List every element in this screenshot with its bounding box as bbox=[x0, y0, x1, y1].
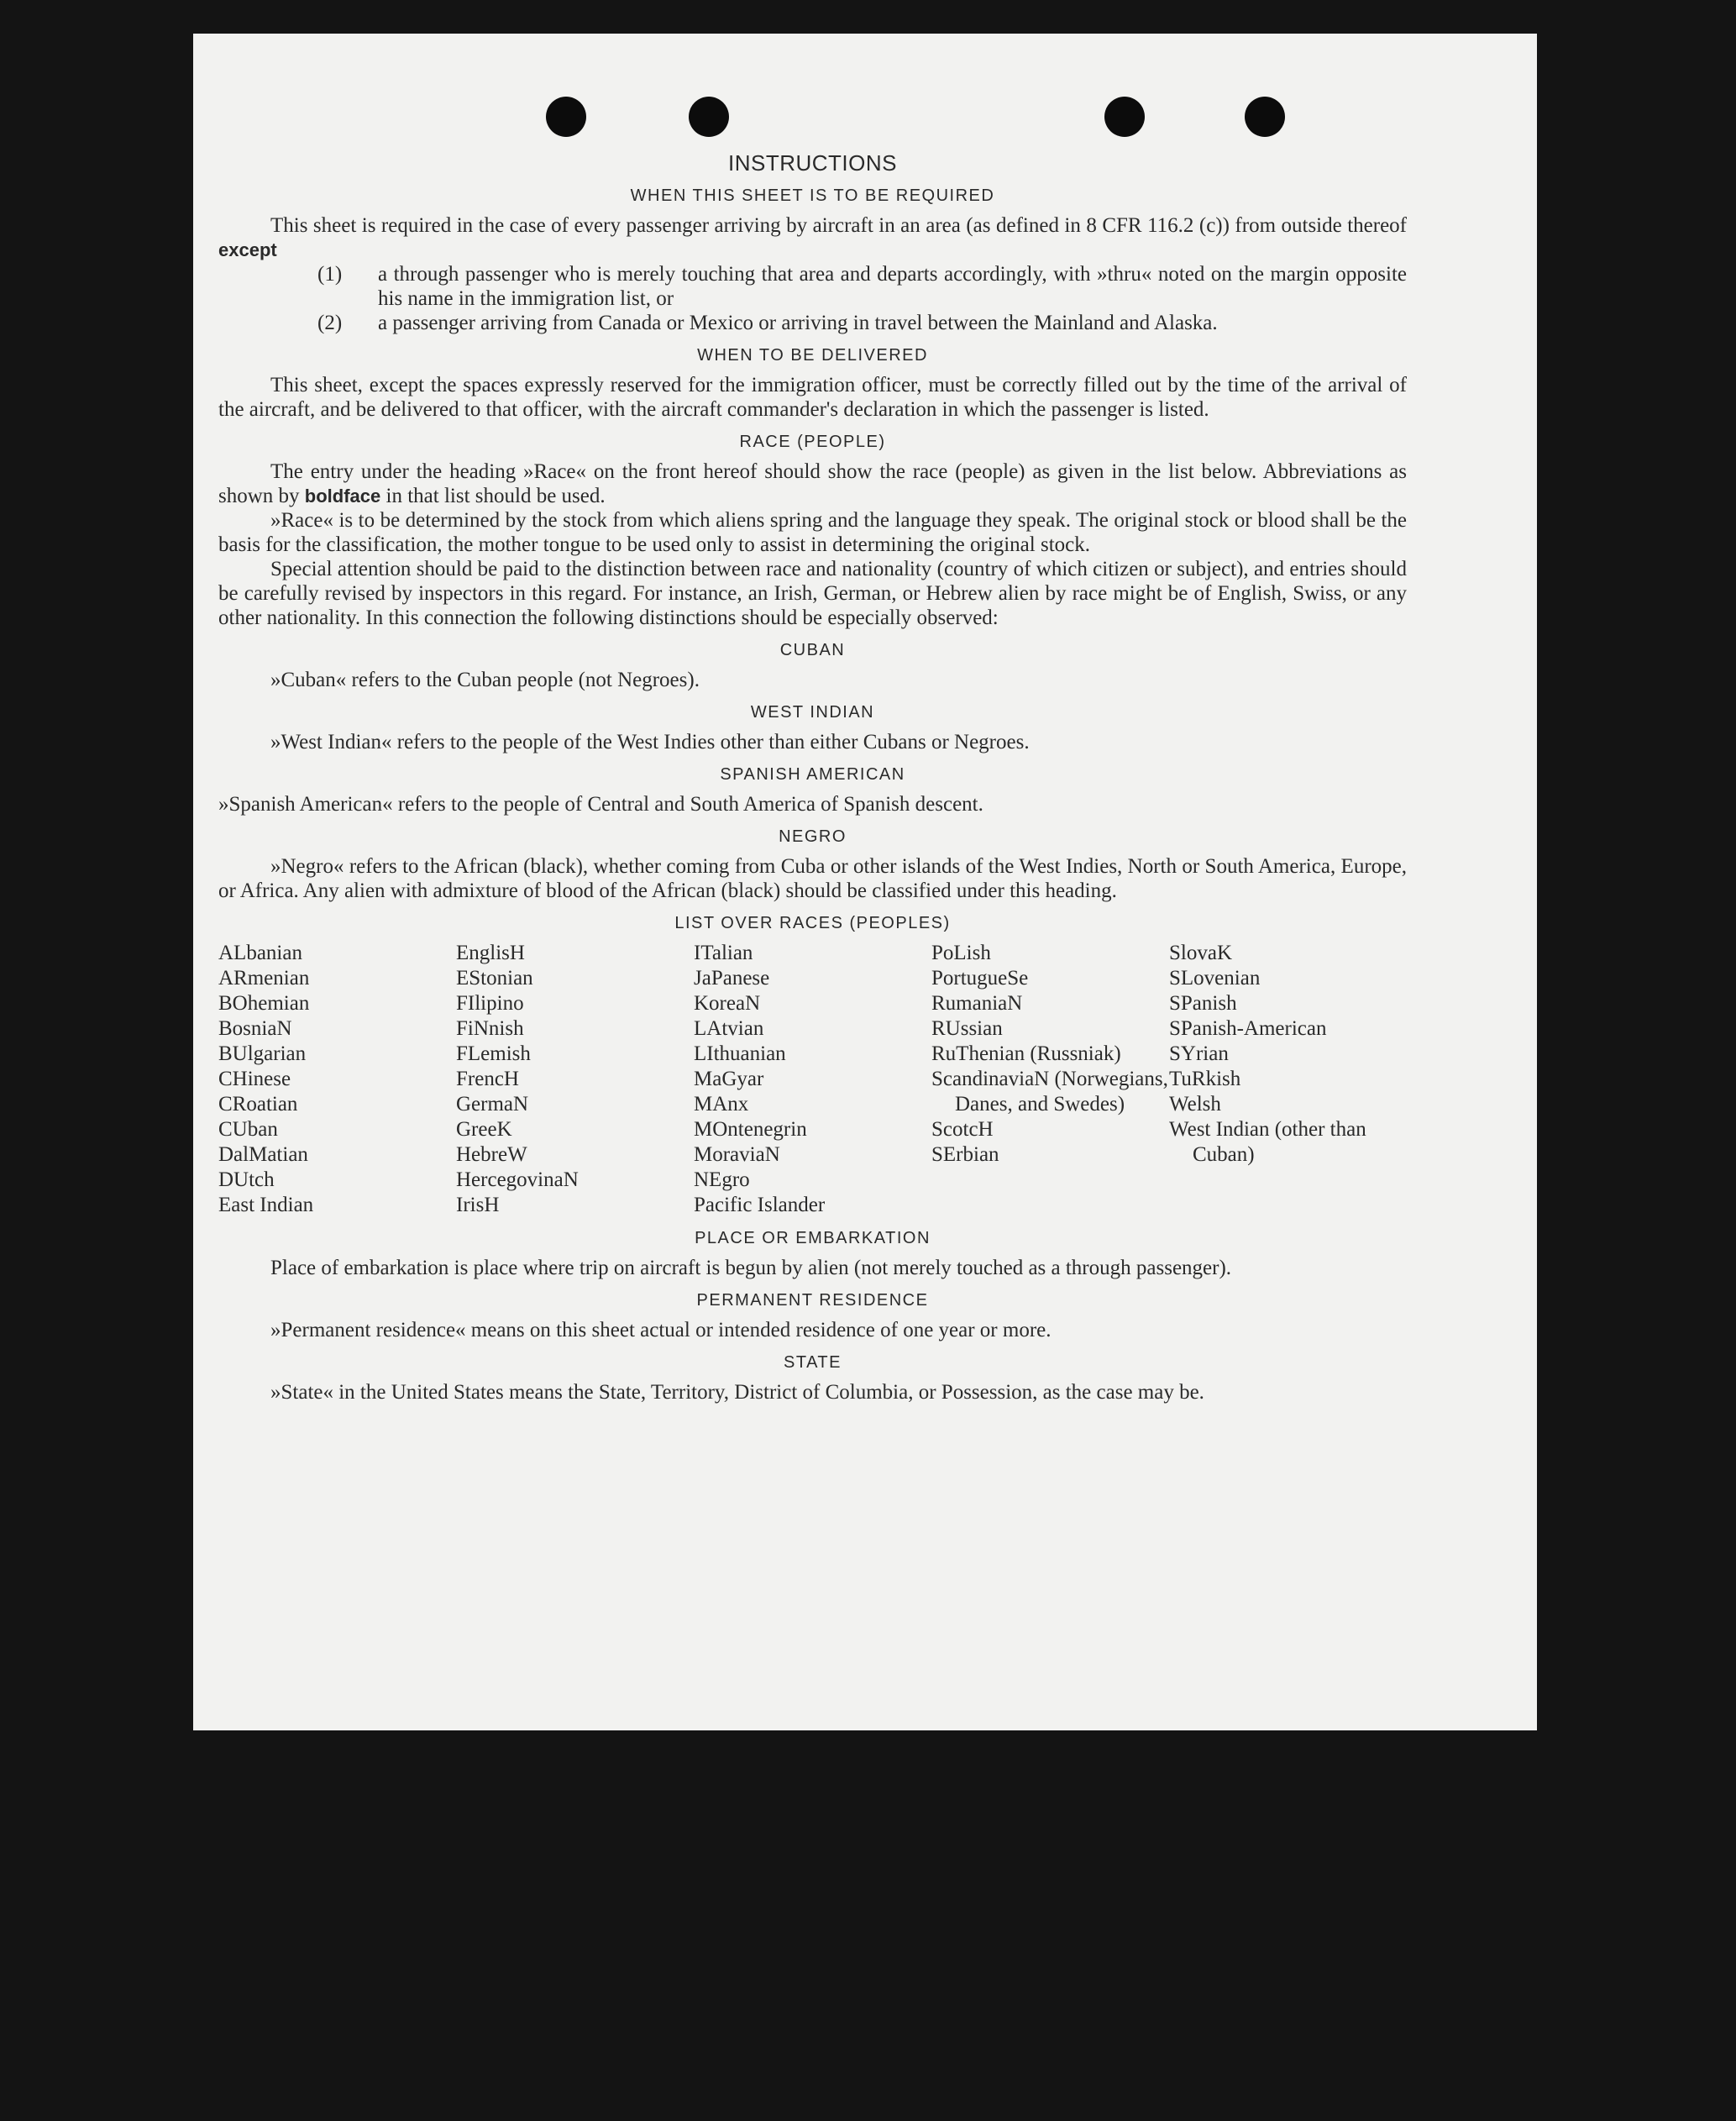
punch-hole bbox=[689, 97, 729, 137]
paragraph-text: This sheet is required in the case of every passenger arriving by aircraft in an area (as defined in 8 CFR 116.2 (c)) from outside thereof bbox=[270, 214, 1407, 237]
race-item: SPanish-American bbox=[1169, 1017, 1327, 1040]
race-column bbox=[694, 941, 931, 1218]
race-item: FrencH bbox=[456, 1068, 519, 1090]
section-state bbox=[218, 1351, 1407, 1404]
race-column bbox=[931, 941, 1169, 1218]
race-item: HebreW bbox=[456, 1143, 527, 1166]
paragraph: »Permanent residence« means on this sheet actual or intended residence of one year or more. bbox=[270, 1319, 1052, 1341]
page-title: INSTRUCTIONS bbox=[728, 150, 897, 176]
race-item: SErbian bbox=[931, 1143, 999, 1166]
paragraph: »State« in the United States means the State, Territory, District of Columbia, or Possession, as the case may be. bbox=[270, 1381, 1204, 1404]
paragraph: »West Indian« refers to the people of the West Indies other than either Cubans or Negroes. bbox=[270, 731, 1030, 753]
exception-number: (1) bbox=[317, 263, 343, 286]
exception-item bbox=[218, 262, 1407, 311]
race-item: EnglisH bbox=[456, 942, 525, 964]
race-item: EStonian bbox=[456, 967, 533, 990]
section-heading: CUBAN bbox=[779, 641, 846, 659]
race-item: ARmenian bbox=[218, 967, 310, 990]
race-item: KoreaN bbox=[694, 992, 761, 1015]
section-heading: WHEN TO BE DELIVERED bbox=[697, 346, 928, 365]
section-permanent-residence bbox=[218, 1289, 1407, 1342]
section-embarkation bbox=[218, 1226, 1407, 1280]
race-item: CHinese bbox=[218, 1068, 291, 1090]
race-item: MAnx bbox=[694, 1093, 749, 1116]
race-item: DalMatian bbox=[218, 1143, 308, 1166]
race-item: SLovenian bbox=[1169, 967, 1261, 990]
race-item: CUban bbox=[218, 1118, 278, 1141]
section-spanish-american bbox=[218, 763, 1407, 816]
race-item: MoraviaN bbox=[694, 1143, 780, 1166]
instruction-sheet bbox=[193, 34, 1537, 1730]
race-item: Pacific Islander bbox=[694, 1194, 826, 1216]
paragraph: This sheet, except the spaces expressly reserved for the immigration officer, must be correctly filled out by the time of the arrival of the aircraft, and be delivered to that officer, with the aircraft commander's declaration in which the passenger is listed. bbox=[218, 374, 1407, 421]
paragraph: Place of embarkation is place where trip on aircraft is begun by alien (not merely touched as a through passenger). bbox=[270, 1257, 1232, 1279]
section-heading: SPANISH AMERICAN bbox=[720, 765, 905, 784]
race-item: ITalian bbox=[694, 942, 753, 964]
race-item: MaGyar bbox=[694, 1068, 764, 1090]
paragraph-text: in that list should be used. bbox=[385, 485, 606, 507]
section-negro bbox=[218, 825, 1407, 903]
punch-hole bbox=[1245, 97, 1285, 137]
exception-text: a passenger arriving from Canada or Mexico or arriving in travel between the Mainland and Alaska. bbox=[378, 312, 1218, 334]
race-item: BOhemian bbox=[218, 992, 310, 1015]
race-item: JaPanese bbox=[694, 967, 770, 990]
exception-text: a through passenger who is merely touching that area and departs accordingly, with »thru« noted on the margin opposite his name in the immigration list, or bbox=[378, 263, 1407, 310]
section-heading: NEGRO bbox=[779, 827, 847, 846]
race-item: PoLish bbox=[931, 942, 991, 964]
race-item: West Indian (other than Cuban) bbox=[1169, 1118, 1366, 1166]
race-item: PortugueSe bbox=[931, 967, 1029, 990]
race-item: SPanish bbox=[1169, 992, 1237, 1015]
section-when-delivered bbox=[218, 344, 1407, 422]
race-item: East Indian bbox=[218, 1194, 314, 1216]
paragraph: »Spanish American« refers to the people of Central and South America of Spanish descent. bbox=[218, 793, 983, 816]
bold-term: boldface bbox=[304, 486, 381, 507]
paragraph bbox=[218, 213, 1407, 262]
bold-term: except bbox=[218, 239, 277, 260]
race-item: FiNnish bbox=[456, 1017, 524, 1040]
paragraph-text: The entry under the heading »Race« on the front hereof should show the race (people) as given in the list below. Abbreviations as shown by bbox=[218, 460, 1407, 507]
section-heading: PERMANENT RESIDENCE bbox=[696, 1291, 929, 1310]
race-column bbox=[1169, 941, 1407, 1218]
race-item: ScandinaviaN (Norwegians, Danes, and Swedes) bbox=[931, 1068, 1168, 1116]
paragraph: »Negro« refers to the African (black), whether coming from Cuba or other islands of the West Indies, North or South America, Europe, or Africa. Any alien with admixture of blood of the African (black) should be classified under this heading. bbox=[218, 855, 1407, 902]
race-item: LIthuanian bbox=[694, 1042, 786, 1065]
race-item: IrisH bbox=[456, 1194, 500, 1216]
exception-list bbox=[218, 262, 1407, 335]
section-heading: LIST OVER RACES (PEOPLES) bbox=[674, 914, 951, 932]
exception-number: (2) bbox=[317, 312, 343, 334]
paragraph bbox=[218, 459, 1407, 508]
race-item: BosniaN bbox=[218, 1017, 292, 1040]
race-list bbox=[218, 941, 1407, 1218]
race-item: RUssian bbox=[931, 1017, 1003, 1040]
section-when-required bbox=[218, 184, 1407, 335]
race-item: FIlipino bbox=[456, 992, 524, 1015]
exception-item bbox=[218, 311, 1407, 335]
race-column bbox=[456, 941, 694, 1218]
race-item: NEgro bbox=[694, 1168, 750, 1191]
race-column bbox=[218, 941, 456, 1218]
section-west-indian bbox=[218, 701, 1407, 754]
race-item: RumaniaN bbox=[931, 992, 1023, 1015]
race-item: MOntenegrin bbox=[694, 1118, 807, 1141]
race-item: BUlgarian bbox=[218, 1042, 307, 1065]
race-item: LAtvian bbox=[694, 1017, 764, 1040]
race-item: SYrian bbox=[1169, 1042, 1229, 1065]
race-item: Welsh bbox=[1169, 1093, 1221, 1116]
race-item: DUtch bbox=[218, 1168, 275, 1191]
race-item: GermaN bbox=[456, 1093, 529, 1116]
race-item: SlovaK bbox=[1169, 942, 1232, 964]
race-item: HercegovinaN bbox=[456, 1168, 579, 1191]
section-heading: RACE (PEOPLE) bbox=[739, 433, 886, 451]
race-item: CRoatian bbox=[218, 1093, 298, 1116]
section-heading: WHEN THIS SHEET IS TO BE REQUIRED bbox=[630, 186, 995, 205]
punch-hole bbox=[546, 97, 586, 137]
race-item: ALbanian bbox=[218, 942, 302, 964]
paragraph: Special attention should be paid to the distinction between race and nationality (country of which citizen or subject), and entries should be carefully revised by inspectors in this regard. For instance, an Irish, German, or Hebrew alien by race might be of English, Swiss, or any other nationality. In this connection the following distinctions should be especially observed: bbox=[218, 558, 1407, 629]
paragraph: »Race« is to be determined by the stock from which aliens spring and the language they speak. The original stock or blood shall be the basis for the classification, the mother tongue to be used only to assist in determining the original stock. bbox=[218, 509, 1407, 556]
race-item: TuRkish bbox=[1169, 1068, 1241, 1090]
section-heading: WEST INDIAN bbox=[750, 703, 875, 722]
instructions-body bbox=[218, 151, 1407, 1404]
section-race bbox=[218, 430, 1407, 630]
race-item: RuThenian (Russniak) bbox=[931, 1042, 1121, 1065]
race-item: GreeK bbox=[456, 1118, 512, 1141]
section-cuban bbox=[218, 638, 1407, 692]
paragraph: »Cuban« refers to the Cuban people (not Negroes). bbox=[270, 669, 700, 691]
section-heading: PLACE OR EMBARKATION bbox=[695, 1229, 931, 1247]
punch-hole bbox=[1104, 97, 1145, 137]
race-item: FLemish bbox=[456, 1042, 531, 1065]
section-race-list bbox=[218, 911, 1407, 1218]
section-heading: STATE bbox=[784, 1353, 842, 1372]
race-item: ScotcH bbox=[931, 1118, 994, 1141]
